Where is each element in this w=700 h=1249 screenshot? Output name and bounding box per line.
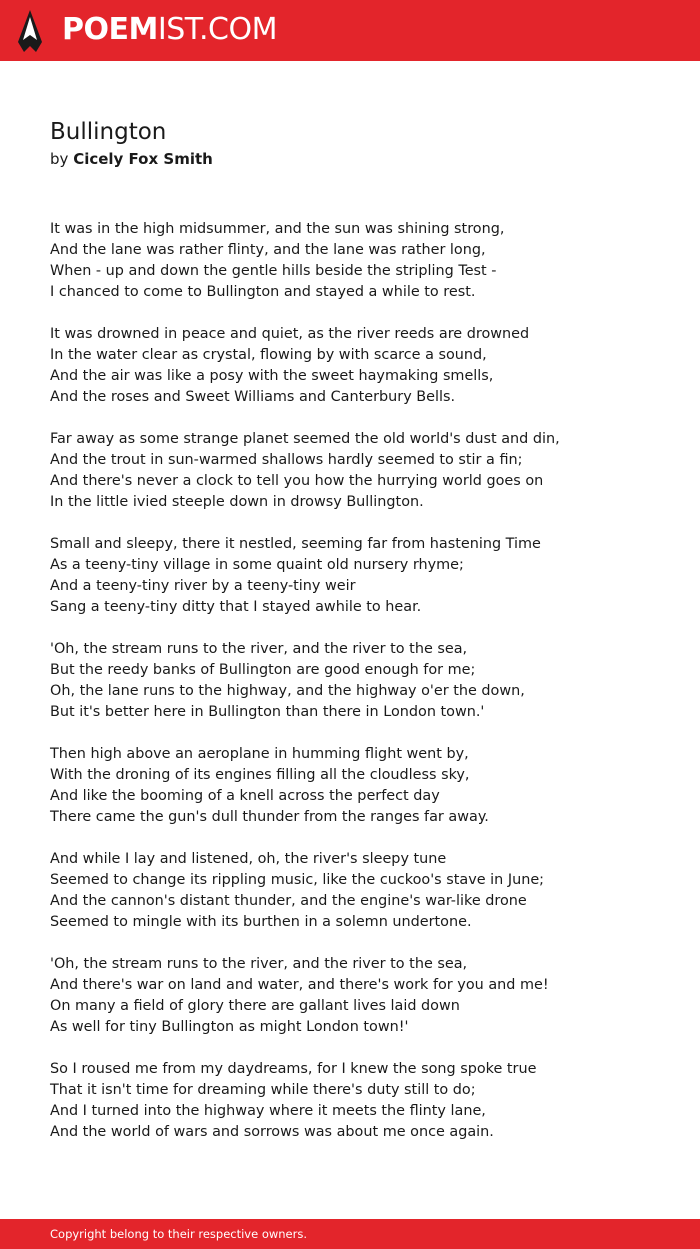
poem-line: Oh, the lane runs to the highway, and the highway o'er the down, [50, 683, 525, 699]
poem-line: And the air was like a posy with the sweet haymaking smells, [50, 368, 494, 384]
poem-line: And the world of wars and sorrows was about me once again. [50, 1124, 494, 1140]
stanza [50, 954, 670, 1038]
poem-line: It was drowned in peace and quiet, as the river reeds are drowned [50, 326, 530, 342]
poem-line: Far away as some strange planet seemed the old world's dust and din, [50, 431, 560, 447]
poem-line: That it isn't time for dreaming while there's duty still to do; [50, 1082, 476, 1098]
stanza [50, 219, 670, 303]
pencil-tip-icon[interactable] [18, 10, 42, 52]
stanza [50, 849, 670, 933]
logo-bold-text: POEM [62, 12, 158, 47]
poem-line: 'Oh, the stream runs to the river, and the river to the sea, [50, 641, 468, 657]
poem-title: Bullington [50, 119, 167, 145]
stanza [50, 639, 670, 723]
poem-line: When - up and down the gentle hills beside the stripling Test - [50, 263, 497, 279]
poem-line: And like the booming of a knell across the perfect day [50, 788, 440, 804]
poem-line: And a teeny-tiny river by a teeny-tiny weir [50, 578, 356, 594]
poem-line: In the water clear as crystal, flowing by with scarce a sound, [50, 347, 487, 363]
poem-line: Seemed to change its rippling music, like the cuckoo's stave in June; [50, 872, 545, 888]
poem-body [50, 219, 670, 1164]
poem-line: As well for tiny Bullington as might London town!' [50, 1019, 409, 1035]
poem-line: And the roses and Sweet Williams and Canterbury Bells. [50, 389, 456, 405]
byline [50, 149, 650, 169]
stanza [50, 429, 670, 513]
poem-line: And the lane was rather flinty, and the lane was rather long, [50, 242, 486, 258]
site-logo-link[interactable] [62, 12, 277, 48]
poem-line: I chanced to come to Bullington and stayed a while to rest. [50, 284, 476, 300]
poem-line: So I roused me from my daydreams, for I knew the song spoke true [50, 1061, 537, 1077]
poem-line: But it's better here in Bullington than there in London town.' [50, 704, 485, 720]
poem-line: 'Oh, the stream runs to the river, and the river to the sea, [50, 956, 468, 972]
author-name: Cicely Fox Smith [73, 150, 213, 168]
poem-line: With the droning of its engines filling all the cloudless sky, [50, 767, 470, 783]
poem-line: On many a field of glory there are gallant lives laid down [50, 998, 460, 1014]
stanza [50, 1059, 670, 1143]
poem-line: Sang a teeny-tiny ditty that I stayed awhile to hear. [50, 599, 422, 615]
by-label: by [50, 150, 69, 168]
poem-line: And the trout in sun-warmed shallows hardly seemed to stir a fin; [50, 452, 523, 468]
copyright-text: Copyright belong to their respective owners. [50, 1227, 308, 1241]
logo-light-text: IST.COM [157, 12, 277, 47]
stanza [50, 744, 670, 828]
poem-line: Small and sleepy, there it nestled, seeming far from hastening Time [50, 536, 541, 552]
stanza [50, 534, 670, 618]
poem-line: And while I lay and listened, oh, the river's sleepy tune [50, 851, 447, 867]
poem-line: And there's war on land and water, and there's work for you and me! [50, 977, 549, 993]
site-footer [0, 1219, 700, 1249]
poem-line: As a teeny-tiny village in some quaint old nursery rhyme; [50, 557, 464, 573]
poem-line: There came the gun's dull thunder from the ranges far away. [50, 809, 489, 825]
poem-line: And there's never a clock to tell you how the hurrying world goes on [50, 473, 544, 489]
poem-line: But the reedy banks of Bullington are good enough for me; [50, 662, 476, 678]
poem-heading [50, 118, 650, 169]
poem-line: Seemed to mingle with its burthen in a solemn undertone. [50, 914, 472, 930]
poem-line: Then high above an aeroplane in humming flight went by, [50, 746, 469, 762]
poem-line: And the cannon's distant thunder, and the engine's war-like drone [50, 893, 527, 909]
poem-line: In the little ivied steeple down in drowsy Bullington. [50, 494, 424, 510]
poem-line: It was in the high midsummer, and the sun was shining strong, [50, 221, 505, 237]
stanza [50, 324, 670, 408]
site-header [0, 0, 700, 61]
poem-line: And I turned into the highway where it meets the flinty lane, [50, 1103, 486, 1119]
